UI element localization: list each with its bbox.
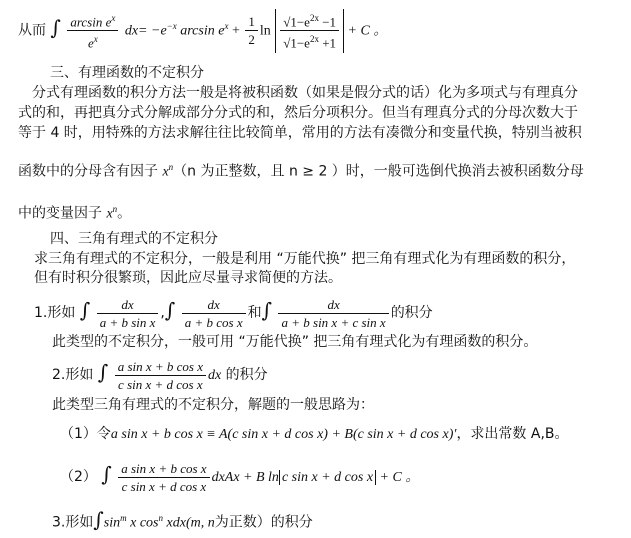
integral-sign: ∫: [93, 507, 104, 532]
item3-suffix: 为正数）的积分: [214, 514, 313, 531]
step2-rest: dxAx + B ln: [211, 470, 279, 485]
item3-cos: x cos: [126, 515, 159, 531]
step2-tail: + C 。: [376, 470, 420, 485]
integral-sign: ∫: [101, 462, 112, 486]
step2-den: c sin x + d cos x: [121, 478, 207, 494]
abs-fraction: [280, 11, 339, 51]
item1-sep: ,: [160, 305, 165, 321]
lhs-numerator: arcsin e: [70, 14, 112, 30]
step2-line: [60, 454, 419, 498]
item2-dx: dx: [208, 368, 222, 383]
p4-var-x: x: [162, 164, 169, 180]
integral-sign: ∫: [97, 360, 109, 384]
step1-label: （1）令: [60, 426, 111, 442]
item1-frac2-num: dx: [182, 297, 246, 314]
plus: +: [228, 23, 244, 39]
integral-sign: ∫: [164, 298, 176, 322]
integral-sign: ∫: [261, 298, 273, 322]
section3-p5: [18, 200, 131, 224]
ln-label: ln: [259, 23, 271, 39]
lhs-den-sup: x: [93, 34, 98, 45]
item1-prefix: 1.形如: [34, 305, 76, 321]
section3-p2: 式的和，再把真分式分解成部分分式的和，然后分项积分。但当有理真分式的分母次数大于: [18, 105, 578, 121]
section4-p2: 但有时积分很繁琐，因此应尽量寻求简便的方法。: [34, 270, 342, 286]
lhs-denominator: e: [87, 35, 94, 51]
p5-sup-n: n: [112, 204, 118, 214]
abs-value-bar: [275, 9, 344, 53]
half-fraction: [245, 14, 258, 47]
abs-den-sup: 2x: [309, 34, 319, 45]
item2-line: [52, 352, 268, 396]
p5-var-x: x: [106, 206, 113, 222]
dx: dx: [124, 23, 139, 39]
section4-p1: 求三角有理式的不定积分，一般是利用 “万能代换” 把三角有理式化为有理函数的积分，: [34, 251, 576, 267]
item1-frac1-den: a + b sin x: [99, 314, 156, 330]
step1-suffix: ，求出常数 A,B。: [456, 426, 569, 442]
eq-sup2: x: [224, 21, 229, 31]
abs-num: √1−e: [283, 14, 310, 30]
section3-p1: 分式有理函数的积分方法一般是将被积函数（如果是假分式的话）化为多项式与有理真分: [32, 85, 578, 101]
item3-sup-n: n: [158, 513, 164, 523]
abs-den: √1−e: [283, 35, 310, 51]
item1-frac1: [97, 297, 159, 330]
step1-math: a sin x + b cos x ≡ A(c sin x + d cos x) + B(c sin x + d cos x)′: [110, 427, 457, 442]
formula1-lhs-fraction: [67, 11, 118, 51]
section4-title: 四、三角有理式的不定积分: [50, 231, 218, 247]
item2-prefix: 2.形如: [52, 367, 94, 383]
item3-prefix: 3.形如: [52, 514, 94, 531]
step1-line: [60, 425, 569, 444]
p4-text-b: （n 为正整数，且 n ≥ 2 ）时，一般可选倒代换消去被积函数分母: [173, 163, 584, 180]
item3-sin: sin: [103, 515, 121, 531]
formula1-prefix: 从而: [18, 22, 46, 39]
item1-frac2: [182, 297, 246, 330]
item2-den: c sin x + d cos x: [118, 376, 203, 392]
abs-num-sup: 2x: [309, 12, 319, 23]
section3-title: 三、有理函数的不定积分: [50, 65, 204, 81]
item1-and: 和: [247, 305, 262, 321]
half-num: 1: [245, 14, 258, 31]
eq-part2: arcsin e: [176, 23, 225, 39]
eq-part: = −e: [138, 23, 167, 39]
p4-text-a: 函数中的分母含有因子: [18, 163, 163, 180]
item1-frac2-den: a + b cos x: [184, 314, 243, 330]
item1-frac3-num: dx: [278, 297, 388, 314]
item1-suffix: 的积分: [390, 305, 433, 321]
eq-sup: −x: [166, 21, 177, 31]
abs-num-tail: −1: [318, 14, 337, 30]
formula1-tail: + C 。: [344, 23, 388, 39]
item3-line: [52, 504, 313, 538]
item2-desc: 此类型三角有理式的不定积分，解题的一般思路为：: [52, 397, 374, 413]
formula-line-1: [18, 4, 387, 54]
p5-text-a: 中的变量因子: [18, 205, 107, 222]
step2-label: （2）: [60, 469, 97, 485]
p4-sup-n: n: [168, 162, 174, 172]
abs-den-tail: +1: [318, 35, 337, 51]
item1-desc: 此类型的不定积分，一般可用 “万能代换” 把三角有理式化为有理函数的积分。: [52, 334, 538, 350]
item2-frac: [115, 359, 206, 392]
step2-num: a sin x + b cos x: [118, 461, 209, 478]
section3-p3: 等于 4 时，用特殊的方法求解往往比较简单，常用的方法有凑微分和变量代换，特别当被积: [18, 125, 582, 141]
item1-frac3: [278, 297, 388, 330]
item2-suffix: 的积分: [221, 367, 268, 383]
item3-sup-m: m: [120, 513, 127, 523]
integral-sign: ∫: [79, 298, 91, 322]
item1-frac1-num: dx: [97, 297, 159, 314]
lhs-num-sup: x: [111, 12, 116, 23]
item3-dx: xdx(m, n: [163, 515, 215, 531]
section3-p4: [18, 158, 584, 182]
step2-abs: c sin x + d cos x: [279, 470, 376, 485]
item1-frac3-den: a + b sin x + c sin x: [281, 314, 386, 330]
half-den: 2: [248, 32, 255, 48]
item2-num: a sin x + b cos x: [115, 359, 206, 376]
item1-line: [34, 290, 433, 333]
step2-frac: [118, 461, 209, 494]
p5-text-b: 。: [117, 205, 132, 222]
integral-sign: ∫: [50, 15, 61, 40]
